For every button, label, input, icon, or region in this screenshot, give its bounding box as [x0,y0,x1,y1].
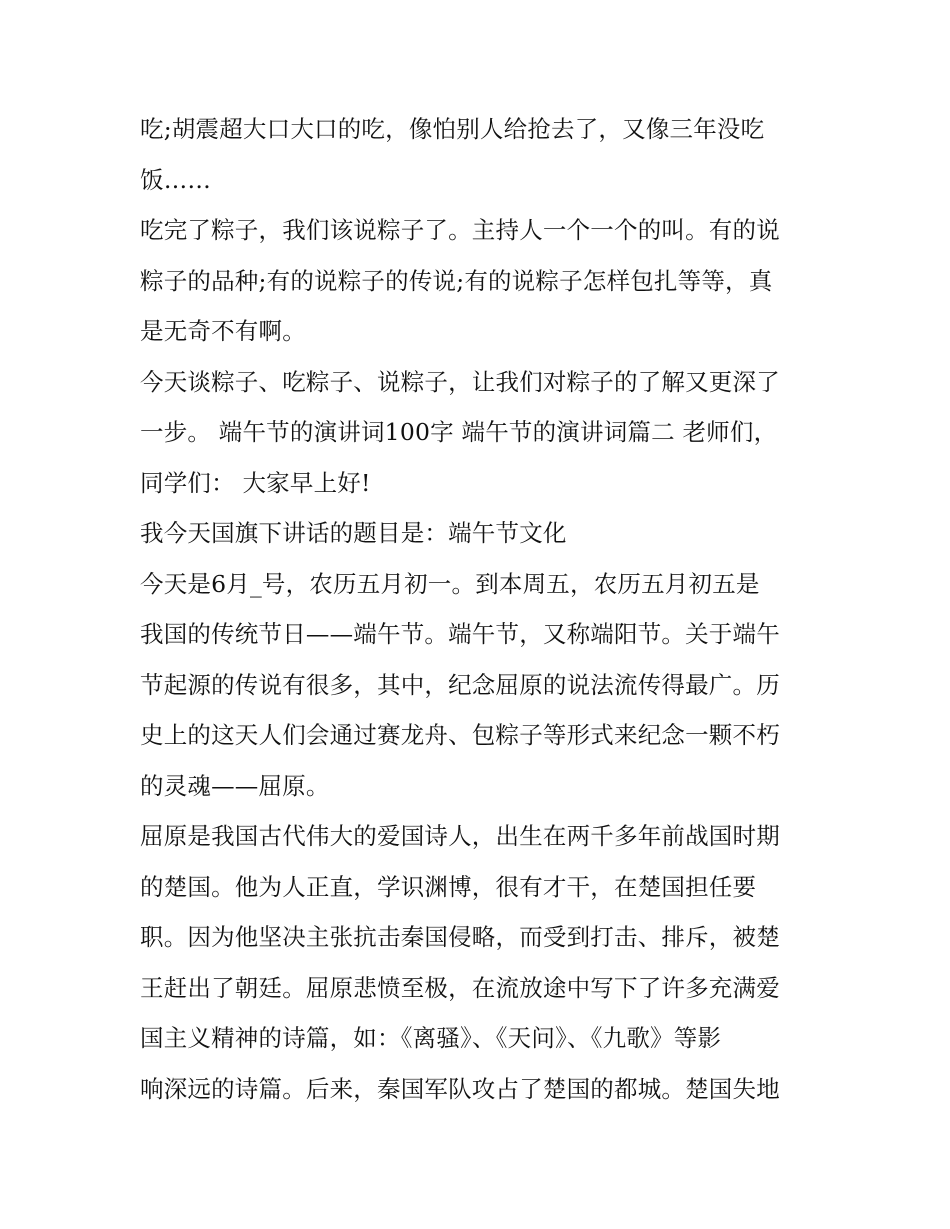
text-line: 我今天国旗下讲话的题目是：端午节文化 [140,519,567,547]
text-line: 饭…… [140,165,212,194]
text-line: 吃完了粽子，我们该说粽子了。主持人一个一个的叫。有的说 [140,216,780,244]
text-line: 王赶出了朝廷。屈原悲愤至极，在流放途中写下了许多充满爱 [140,973,780,1002]
text-line: 我国的传统节日——端午节。端午节，又称端阳节。关于端午 [140,620,780,648]
text-line: 同学们： 大家早上好! [140,468,371,497]
text-line: 粽子的品种;有的说粽子的传说;有的说粽子怎样包扎等等，真 [140,266,773,295]
text-line: 节起源的传说有很多，其中，纪念屈原的说法流传得最广。历 [140,670,780,699]
document-body [140,108,820,1118]
text-line: 的灵魂——屈原。 [140,771,330,800]
text-line: 史上的这天人们会通过赛龙舟、包粽子等形式来纪念一颗不朽 [140,721,780,749]
text-line: 屈原是我国古代伟大的爱国诗人，出生在两千多年前战国时期 [140,822,780,850]
text-line: 今天是6月_号，农历五月初一。到本周五，农历五月初五是 [140,569,760,598]
text-line: 是无奇不有啊。 [140,317,306,345]
text-line: 吃;胡震超大口大口的吃，像怕别人给抢去了，又像三年没吃 [140,115,765,143]
text-line: 国主义精神的诗篇，如：《离骚》、《天问》、《九歌》等影 [140,1024,722,1052]
text-line: 的楚国。他为人正直，学识渊博，很有才干，在楚国担任要 [140,872,757,901]
text-line: 一步。 端午节的演讲词100字 端午节的演讲词篇二 老师们， [140,418,778,446]
text-line: 响深远的诗篇。后来，秦国军队攻占了楚国的都城。楚国失地 [140,1074,780,1103]
text-line: 职。因为他坚决主张抗击秦国侵略，而受到打击、排斥，被楚 [140,923,780,951]
text-line: 今天谈粽子、吃粽子、说粽子，让我们对粽子的了解又更深了 [140,367,780,396]
